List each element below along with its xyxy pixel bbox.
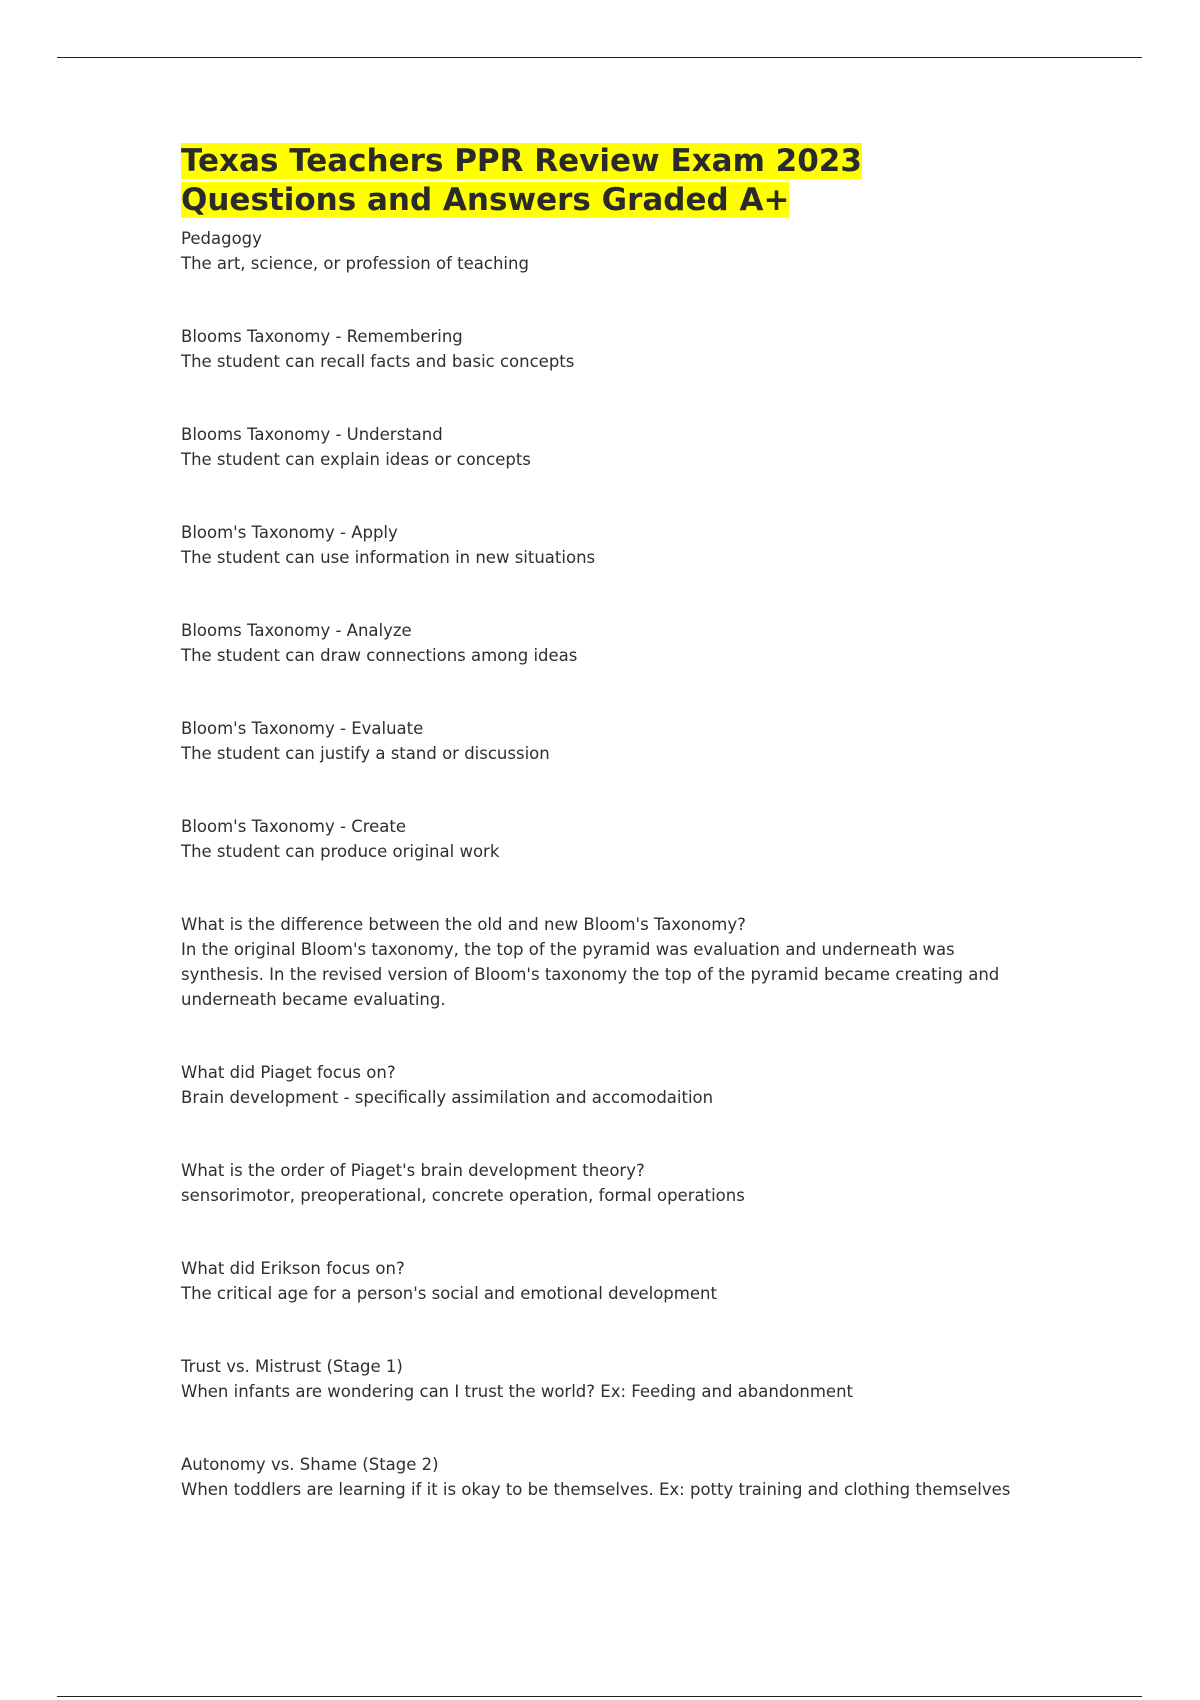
title-line-1: Texas Teachers PPR Review Exam 2023 bbox=[181, 143, 862, 179]
flashcard-item bbox=[181, 1256, 1011, 1306]
flashcard-definition: When infants are wondering can I trust the world? Ex: Feeding and abandonment bbox=[181, 1382, 854, 1401]
flashcard-item bbox=[181, 324, 1011, 374]
flashcard-term: What did Piaget focus on? bbox=[181, 1063, 396, 1082]
flashcard-term: Trust vs. Mistrust (Stage 1) bbox=[181, 1357, 403, 1376]
flashcard-item bbox=[181, 1060, 1011, 1110]
document-body bbox=[181, 142, 1011, 1550]
flashcard-term: What did Erikson focus on? bbox=[181, 1259, 405, 1278]
flashcard-definition: The student can produce original work bbox=[181, 842, 500, 861]
flashcard-term: What is the order of Piaget's brain development theory? bbox=[181, 1161, 645, 1180]
flashcard-definition: The art, science, or profession of teaching bbox=[181, 254, 529, 273]
flashcard-term: Autonomy vs. Shame (Stage 2) bbox=[181, 1455, 439, 1474]
flashcard-item bbox=[181, 618, 1011, 668]
flashcard-item bbox=[181, 912, 1011, 1012]
flashcard-definition: The student can use information in new situations bbox=[181, 548, 596, 567]
flashcard-definition: Brain development - specifically assimilation and accomodaition bbox=[181, 1088, 714, 1107]
flashcard-term: Bloom's Taxonomy - Evaluate bbox=[181, 719, 424, 738]
flashcard-item bbox=[181, 226, 1011, 276]
flashcard-definition: sensorimotor, preoperational, concrete operation, formal operations bbox=[181, 1186, 745, 1205]
flashcard-definition: The student can draw connections among ideas bbox=[181, 646, 578, 665]
flashcard-definition: In the original Bloom's taxonomy, the top of the pyramid was evaluation and underneath was synthesis. In the revised version of Bloom's taxonomy the top of the pyramid became creating and underneath became evaluating. bbox=[181, 940, 1000, 1009]
flashcard-item bbox=[181, 520, 1011, 570]
top-divider bbox=[57, 57, 1142, 58]
flashcard-term: Bloom's Taxonomy - Create bbox=[181, 817, 407, 836]
bottom-divider bbox=[57, 1696, 1142, 1697]
flashcard-definition: The critical age for a person's social and emotional development bbox=[181, 1284, 717, 1303]
flashcard-term: Blooms Taxonomy - Remembering bbox=[181, 327, 463, 346]
flashcard-term: Pedagogy bbox=[181, 229, 262, 248]
flashcard-item bbox=[181, 1452, 1011, 1502]
flashcard-definition: When toddlers are learning if it is okay to be themselves. Ex: potty training and clothing themselves bbox=[181, 1480, 1011, 1499]
flashcard-item bbox=[181, 1354, 1011, 1404]
flashcard-item bbox=[181, 1158, 1011, 1208]
title-line-2: Questions and Answers Graded A+ bbox=[181, 182, 790, 218]
flashcard-term: Bloom's Taxonomy - Apply bbox=[181, 523, 398, 542]
flashcard-term: Blooms Taxonomy - Understand bbox=[181, 425, 443, 444]
flashcard-item bbox=[181, 814, 1011, 864]
flashcard-item bbox=[181, 716, 1011, 766]
document-title bbox=[181, 142, 1011, 220]
flashcard-term: Blooms Taxonomy - Analyze bbox=[181, 621, 412, 640]
flashcard-definition: The student can justify a stand or discussion bbox=[181, 744, 550, 763]
flashcard-list bbox=[181, 226, 1011, 1502]
flashcard-definition: The student can explain ideas or concepts bbox=[181, 450, 531, 469]
flashcard-term: What is the difference between the old and new Bloom's Taxonomy? bbox=[181, 915, 746, 934]
flashcard-item bbox=[181, 422, 1011, 472]
flashcard-definition: The student can recall facts and basic concepts bbox=[181, 352, 575, 371]
